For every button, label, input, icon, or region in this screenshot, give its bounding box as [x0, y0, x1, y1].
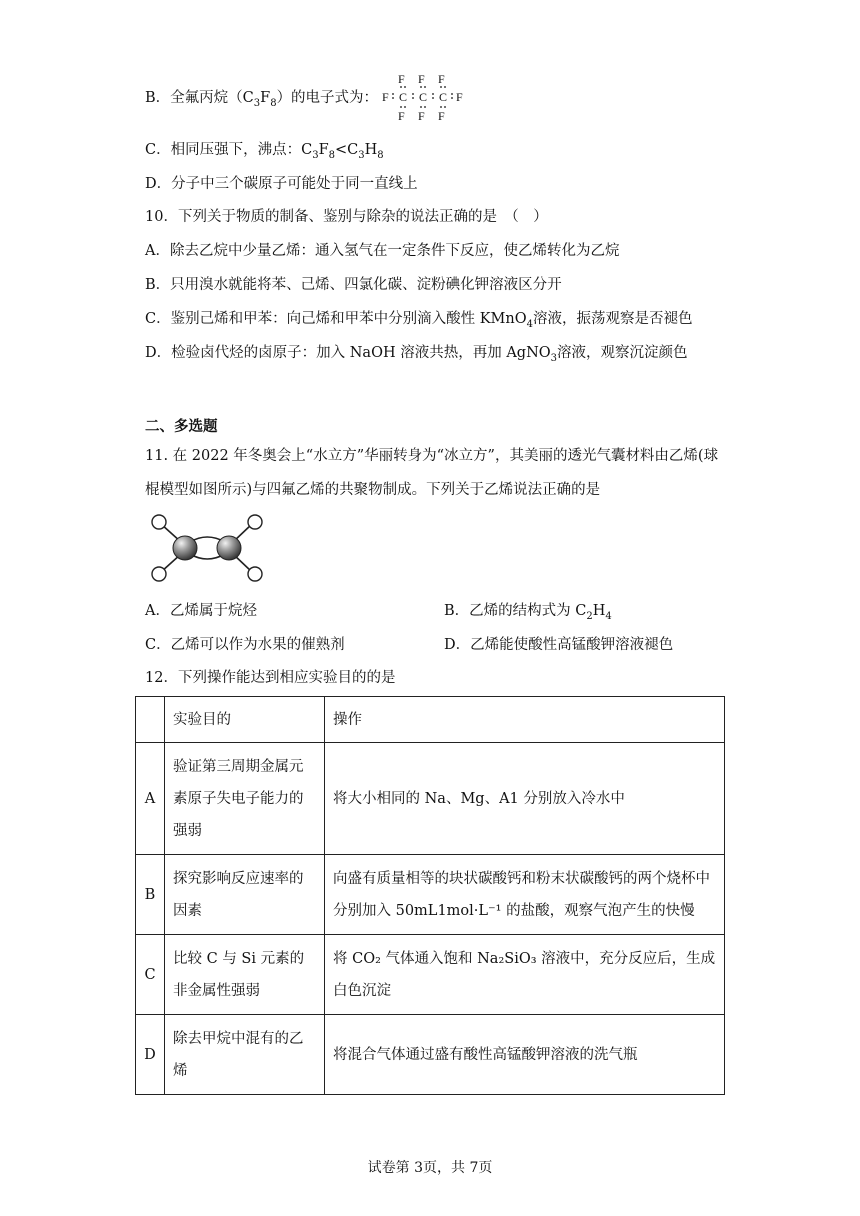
q11-stem-line1: 11. 在 2022 年冬奥会上“水立方”华丽转身为“冰立方”，其美丽的透光气囊材料由乙烯(球: [145, 448, 719, 464]
q9-option-c: C．相同压强下，沸点：$C_3F_8<C_3H_8$: [145, 142, 384, 161]
hydrogen-atom: [152, 567, 166, 581]
q12-title: 12．下列操作能达到相应实验目的的是: [145, 670, 396, 686]
purpose-cell: 验证第三周期金属元素原子失电子能力的强弱: [165, 743, 325, 855]
operation-cell: 将混合气体通过盛有酸性高锰酸钾溶液的洗气瓶: [325, 1015, 725, 1095]
lewis-left-f: F: [382, 90, 389, 104]
q10-option-a: A．除去乙烷中少量乙烯：通入氢气在一定条件下反应，使乙烯转化为乙烷: [145, 243, 620, 259]
table-header-cell: 实验目的: [165, 697, 325, 743]
carbon-atom: [173, 536, 197, 560]
q11-option-d: D．乙烯能使酸性高锰酸钾溶液褪色: [444, 637, 674, 653]
operation-cell: 向盛有质量相等的块状碳酸钙和粉末状碳酸钙的两个烧杯中分别加入 50mL1mol·L⁻¹ 的盐酸，观察气泡产生的快慢: [325, 855, 725, 935]
q9-option-d: D．分子中三个碳原子可能处于同一直线上: [145, 176, 418, 192]
q11-option-b: B．乙烯的结构式为 $C_2H_4$: [444, 603, 612, 622]
lewis-carbon: C: [439, 90, 448, 104]
operation-cell: 将大小相同的 Na、Mg、A1 分别放入冷水中: [325, 743, 725, 855]
table-header-cell: [136, 697, 165, 743]
lewis-bottom-f: F: [438, 109, 445, 122]
table-row: [136, 855, 725, 935]
q9-option-b: B．全氟丙烷$(C_3F_8)$的电子式为：: [145, 90, 379, 109]
hydrogen-atom: [152, 515, 166, 529]
hydrogen-atom: [248, 515, 262, 529]
row-label: C: [136, 935, 165, 1015]
row-label: A: [136, 743, 165, 855]
lewis-top-f: F: [398, 72, 405, 86]
q10-option-d: D．检验卤代烃的卤原子：加入 NaOH 溶液共热，再加 AgNO$_3$溶液，观察沉淀颜色: [145, 345, 688, 364]
q11-option-a: A．乙烯属于烷烃: [145, 603, 257, 619]
section-title: 二、多选题: [145, 418, 218, 435]
row-label: B: [136, 855, 165, 935]
lewis-top-f: F: [438, 72, 445, 86]
ethylene-ball-stick-model: [145, 510, 270, 585]
table-row: [136, 743, 725, 855]
lewis-carbon: C: [419, 90, 428, 104]
experiment-table: [135, 696, 725, 1095]
row-label: D: [136, 1015, 165, 1095]
carbon-atom: [217, 536, 241, 560]
q11-stem-line2: 棍模型如图所示)与四氟乙烯的共聚物制成。下列关于乙烯说法正确的是: [145, 482, 601, 498]
q11-option-c: C．乙烯可以作为水果的催熟剂: [145, 637, 345, 653]
lewis-bottom-f: F: [398, 109, 405, 122]
table-header-row: [136, 697, 725, 743]
purpose-cell: 比较 C 与 Si 元素的非金属性强弱: [165, 935, 325, 1015]
table-row: [136, 1015, 725, 1095]
q10-option-c: C．鉴别己烯和甲苯：向己烯和甲苯中分别滴入酸性 KMnO$_4$溶液，振荡观察是否褪色: [145, 311, 693, 330]
operation-cell: 将 CO₂ 气体通入饱和 Na₂SiO₃ 溶液中，充分反应后，生成白色沉淀: [325, 935, 725, 1015]
page-footer: 试卷第 3页，共 7页: [367, 1160, 493, 1176]
table-row: [136, 935, 725, 1015]
purpose-cell: 除去甲烷中混有的乙烯: [165, 1015, 325, 1095]
lewis-structure-c3f8: [380, 72, 470, 122]
lewis-top-f: F: [418, 72, 425, 86]
lewis-carbon: C: [399, 90, 408, 104]
table-header-cell: 操作: [325, 697, 725, 743]
lewis-bottom-f: F: [418, 109, 425, 122]
hydrogen-atom: [248, 567, 262, 581]
q10-title: 10．下列关于物质的制备、鉴别与除杂的说法正确的是 （ ）: [145, 209, 548, 225]
lewis-right-f: F: [456, 90, 463, 104]
purpose-cell: 探究影响反应速率的因素: [165, 855, 325, 935]
q10-option-b: B．只用溴水就能将苯、己烯、四氯化碳、淀粉碘化钾溶液区分开: [145, 277, 562, 293]
